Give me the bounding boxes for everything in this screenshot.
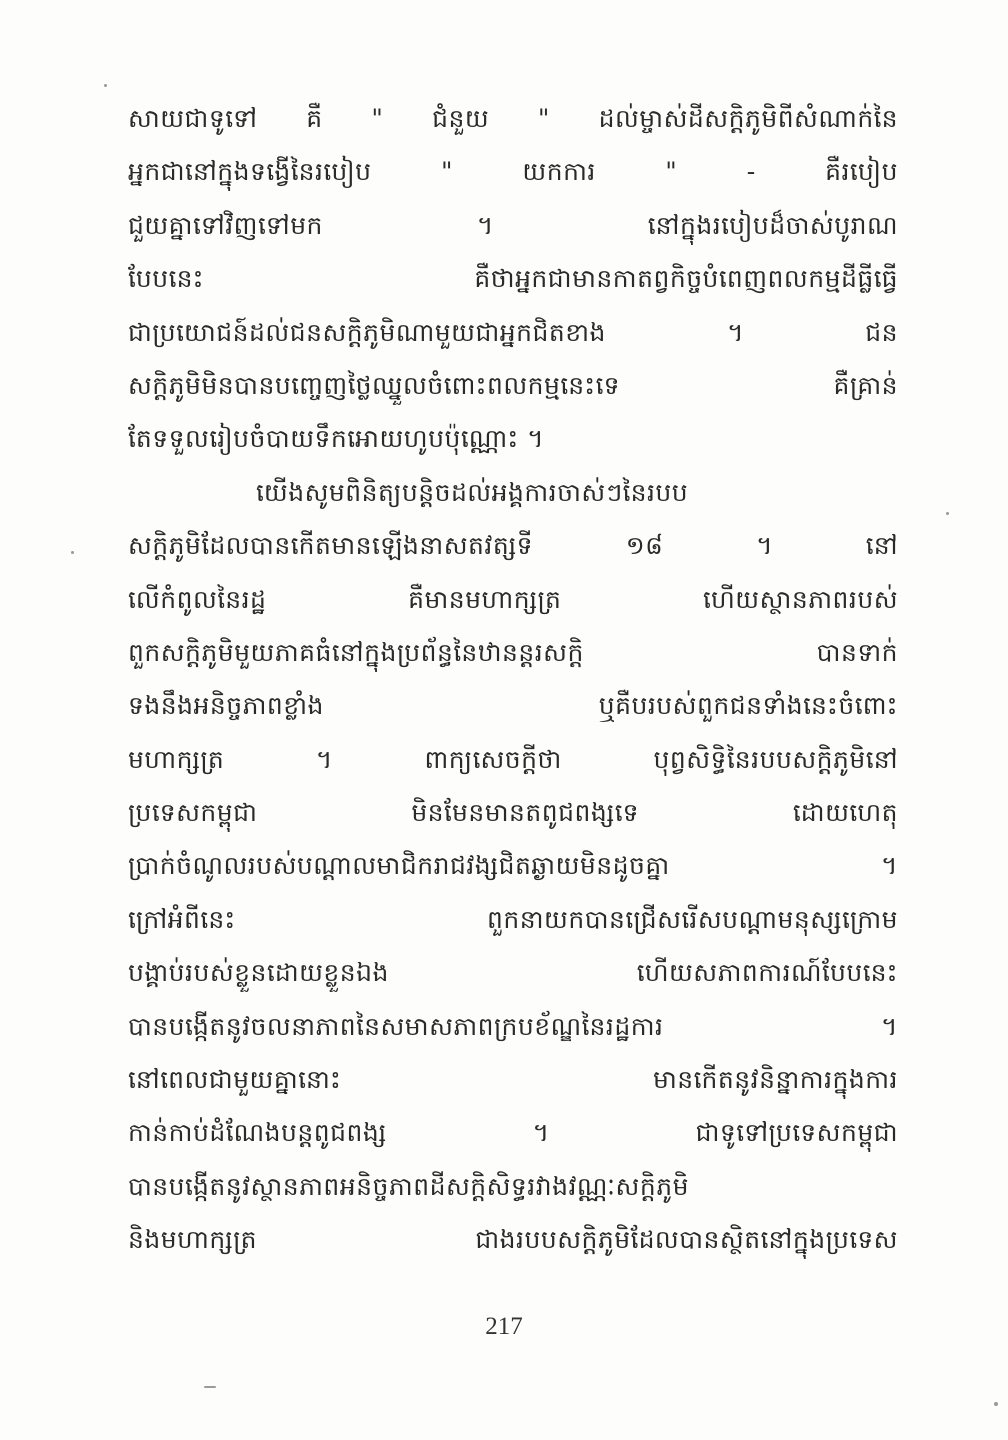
paragraph-first-line: យើងសូមពិនិត្យបន្តិចដល់អង្គការចាស់ៗនៃរបប <box>256 477 689 507</box>
text-line: បានបង្កើតនូវចលនាភាពនៃសមាសភាពក្របខ័ណ្ឌនៃរដ្ឋការ ។ <box>128 1011 898 1041</box>
text-line: សក្តិភូមិមិនបានបញ្ចេញថ្លៃឈ្នួលចំពោះពលកម្មនេះទេ គឺគ្រាន់ <box>128 370 898 400</box>
scan-speck <box>946 512 949 515</box>
text-line: ជួយគ្នាទៅវិញទៅមក ។ នៅក្នុងរបៀបដ៏ចាស់បូរាណ <box>128 210 898 240</box>
text-line: មហាក្សត្រ ។ ពាក្យសេចក្តីថា បុព្វសិទ្ធិនៃរបបសក្តិភូមិនៅ <box>128 744 898 774</box>
scan-speck <box>71 551 74 554</box>
text-line: ក្រៅអំពីនេះ ពួកនាយកបានជ្រើសរើសបណ្តាមនុស្សក្រោម <box>128 904 898 934</box>
text-line: ប្រទេសកម្ពុជា មិនមែនមានតពូជពង្សទេ ដោយហេតុ <box>128 798 898 828</box>
text-line: និងមហាក្សត្រ ជាងរបបសក្តិភូមិដែលបានស្ថិតនៅក្នុងប្រទេស <box>128 1225 898 1255</box>
text-line: សក្តិភូមិដែលបានកើតមានឡើងនាសតវត្សទី ១៨ ។ នៅ <box>128 531 898 561</box>
text-line: បានបង្កើតនូវស្ថានភាពអនិច្ចភាពដីសក្តិសិទ្ធរវាងវណ្ណៈសក្តិភូមិ <box>128 1171 689 1201</box>
text-line: នៅពេលជាមួយគ្នានោះ មានកើតនូវនិន្នាការក្នុងការ <box>128 1065 898 1095</box>
body-text <box>128 92 898 1267</box>
text-line: កាន់កាប់ដំណែងបន្តពូជពង្ស ។ ជាទូទៅប្រទេសកម្ពុជា <box>128 1118 898 1148</box>
text-line: ពួកសក្តិភូមិមួយភាគធំនៅក្នុងប្រព័ន្ធនៃឋានន្តរសក្តិ បានទាក់ <box>128 637 898 667</box>
scan-speck <box>204 1386 216 1388</box>
text-line: ជាប្រយោជន៍ដល់ជនសក្តិភូមិណាមួយជាអ្នកជិតខាង ។ ជន <box>128 317 898 347</box>
text-line: បង្គាប់របស់ខ្លួនដោយខ្លួនឯង ហើយសភាពការណ៍បែបនេះ <box>128 958 898 988</box>
text-line: បែបនេះ គឺថាអ្នកជាមានកាតព្វកិច្ចបំពេញពលកម្មដីធ្លីធ្វើ <box>128 264 898 294</box>
scan-speck <box>994 1402 998 1406</box>
page-number: 217 <box>485 1313 523 1340</box>
scan-speck <box>104 84 107 87</box>
text-line: តែទទួលរៀបចំបាយទឹកអោយហូបប៉ុណ្ណោះ ។ <box>128 424 545 454</box>
text-line: ប្រាក់ចំណូលរបស់បណ្តាលមាជិករាជវង្សជិតឆ្ងាយមិនដូចគ្នា ។ <box>128 851 898 881</box>
text-line: អ្នកជានៅក្នុងទង្វើនៃរបៀប " យកការ " - គឺរបៀប <box>128 157 898 187</box>
text-line: លើកំពូលនៃរដ្ឋ គឺមានមហាក្សត្រ ហើយស្ថានភាពរបស់ <box>128 584 898 614</box>
text-line: សាយជាទូទៅ គឺ " ជំនួយ " ដល់ម្ចាស់ដីសក្តិភូមិពីសំណាក់នៃ <box>128 104 898 133</box>
text-line: ទងនឹងអនិច្ចភាពខ្លាំង ឬគឺបរបស់ពួកជនទាំងនេះចំពោះ <box>128 691 898 721</box>
